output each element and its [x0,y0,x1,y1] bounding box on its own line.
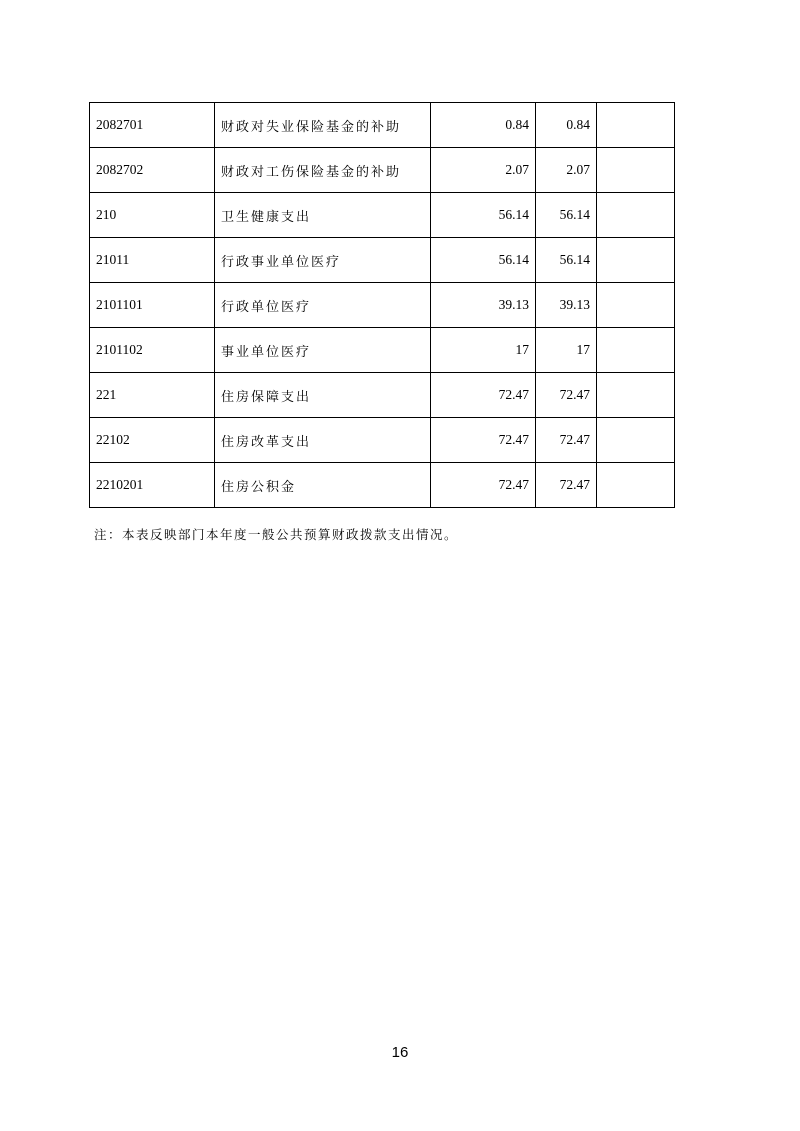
row-basic: 56.14 [536,193,597,238]
row-name: 住房改革支出 [215,418,431,463]
row-code: 2101101 [90,283,215,328]
row-project [597,463,675,508]
row-name: 住房公积金 [215,463,431,508]
row-project [597,373,675,418]
row-code: 2101102 [90,328,215,373]
row-total: 72.47 [431,373,536,418]
table-row [90,328,675,373]
row-basic: 56.14 [536,238,597,283]
row-total: 2.07 [431,148,536,193]
row-name: 住房保障支出 [215,373,431,418]
row-name: 卫生健康支出 [215,193,431,238]
row-name: 事业单位医疗 [215,328,431,373]
row-name: 财政对工伤保险基金的补助 [215,148,431,193]
table-row [90,283,675,328]
page-number: 16 [391,1044,409,1061]
table-row [90,148,675,193]
row-basic: 0.84 [536,103,597,148]
row-project [597,103,675,148]
row-code: 221 [90,373,215,418]
row-project [597,193,675,238]
row-name: 财政对失业保险基金的补助 [215,103,431,148]
row-basic: 72.47 [536,418,597,463]
row-total: 17 [431,328,536,373]
row-total: 56.14 [431,238,536,283]
row-total: 56.14 [431,193,536,238]
row-code: 22102 [90,418,215,463]
table-note: 注：本表反映部门本年度一般公共预算财政拨款支出情况。 [94,527,459,542]
table-row [90,193,675,238]
budget-table [89,102,675,508]
row-code: 2210201 [90,463,215,508]
row-project [597,418,675,463]
row-code: 210 [90,193,215,238]
row-name: 行政单位医疗 [215,283,431,328]
table-row [90,238,675,283]
row-total: 0.84 [431,103,536,148]
row-basic: 17 [536,328,597,373]
row-project [597,238,675,283]
row-code: 2082702 [90,148,215,193]
row-basic: 2.07 [536,148,597,193]
row-total: 72.47 [431,463,536,508]
row-basic: 72.47 [536,373,597,418]
table-row [90,463,675,508]
row-total: 72.47 [431,418,536,463]
table-row [90,103,675,148]
row-code: 21011 [90,238,215,283]
row-code: 2082701 [90,103,215,148]
row-basic: 72.47 [536,463,597,508]
table-row [90,373,675,418]
table-row [90,418,675,463]
row-project [597,148,675,193]
row-project [597,328,675,373]
row-basic: 39.13 [536,283,597,328]
row-name: 行政事业单位医疗 [215,238,431,283]
row-project [597,283,675,328]
row-total: 39.13 [431,283,536,328]
